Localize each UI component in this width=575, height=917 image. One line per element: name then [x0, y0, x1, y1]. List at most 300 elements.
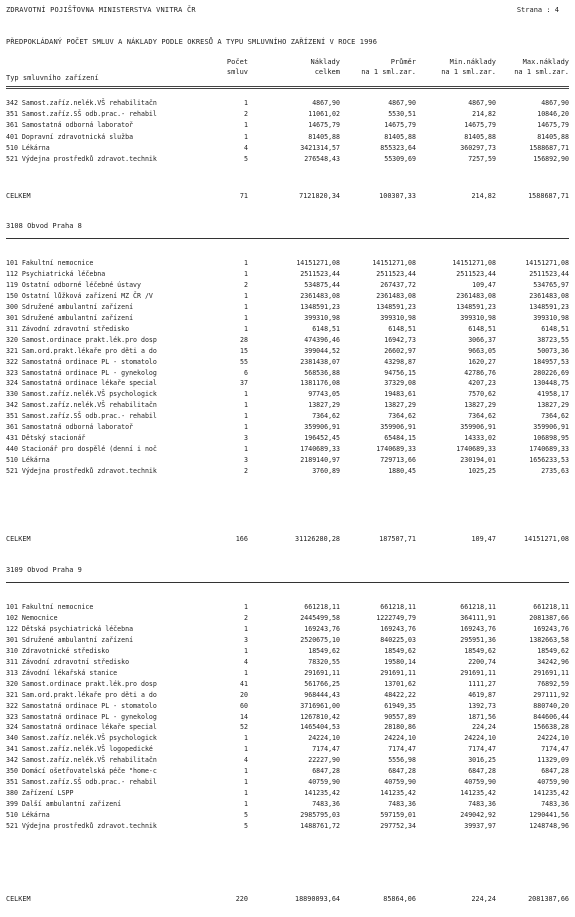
avg-cell: 14151271,08	[372, 259, 416, 267]
avg-cell: 18549,62	[384, 646, 416, 655]
avg-cell: 840225,03	[380, 635, 416, 644]
max-cell: 13827,29	[537, 401, 569, 410]
min-cell: 13827,29	[464, 401, 496, 410]
table-row	[6, 422, 569, 433]
cost-cell: 3421314,57	[300, 143, 340, 152]
table-row	[6, 679, 569, 690]
max-cell: 38723,55	[537, 335, 569, 344]
max-cell: 280226,69	[533, 368, 569, 377]
avg-cell: 5530,51	[388, 110, 416, 119]
min-cell: 4867,90	[468, 99, 496, 107]
max-cell: 184957,53	[533, 357, 569, 366]
table-row	[6, 455, 569, 466]
type-cell: 310 Zdravotnické středisko	[6, 646, 110, 655]
count-cell: 2	[244, 613, 248, 622]
max-cell: 34242,96	[537, 657, 569, 666]
type-cell: 440 Stacionář pro dospělé (denní i noč	[6, 445, 157, 454]
type-cell: 323 Samostatná ordinace PL - gynekolog	[6, 712, 157, 721]
type-cell: 342 Samost.zaříz.nelék.VŠ rehabilitačn	[6, 401, 157, 410]
district-title: 3109 Obvod Praha 9	[6, 566, 82, 574]
count-cell: 2	[244, 280, 248, 289]
type-cell: 401 Dopravní zdravotnická služba	[6, 132, 134, 141]
max-cell: 41958,17	[537, 390, 569, 399]
avg-cell: 65484,15	[384, 434, 416, 443]
max-cell: 4867,90	[541, 99, 569, 107]
insurer-title: ZDRAVOTNÍ POJIŠŤOVNA MINISTERSTVA VNITRA ČR	[6, 6, 196, 14]
cost-cell: 1740689,33	[300, 445, 340, 454]
count-cell: 1	[244, 291, 248, 300]
table-row	[6, 755, 569, 766]
table-row	[6, 258, 569, 269]
min-cell: 295951,36	[460, 635, 496, 644]
table-row	[6, 733, 569, 744]
type-cell: 324 Samostatná ordinace lékaře special	[6, 379, 157, 388]
min-cell: 224,24	[471, 895, 496, 903]
cost-cell: 6148,51	[312, 324, 340, 333]
count-cell: 1	[244, 390, 248, 399]
max-cell: 1382663,58	[529, 635, 569, 644]
table-row	[6, 389, 569, 400]
count-cell: 1	[244, 423, 248, 432]
max-cell: 7483,36	[541, 800, 569, 809]
count-cell: 4	[244, 657, 248, 666]
count-cell: 4	[244, 143, 248, 152]
cost-cell: 568536,88	[304, 368, 340, 377]
table-row	[6, 668, 569, 679]
cost-cell: 661218,11	[304, 603, 340, 611]
min-cell: 230194,01	[460, 456, 496, 465]
type-cell: 102 Nemocnice	[6, 613, 58, 622]
min-cell: 1620,27	[468, 357, 496, 366]
table-row	[6, 624, 569, 635]
avg-cell: 855323,64	[380, 143, 416, 152]
type-cell: 342 Samost.zaříz.nelék.VŠ rehabilitačn	[6, 99, 157, 107]
min-cell: 1740689,33	[456, 445, 496, 454]
min-cell: 109,47	[472, 280, 496, 289]
min-cell: 7364,62	[468, 412, 496, 421]
type-cell: 431 Dětský stacionář	[6, 434, 86, 443]
cost-cell: 169243,76	[304, 624, 340, 633]
cost-cell: 7174,47	[312, 745, 340, 754]
count-cell: 1	[244, 324, 248, 333]
table-row	[6, 411, 569, 422]
table-row	[6, 635, 569, 646]
table-row	[6, 810, 569, 821]
count-cell: 1	[244, 269, 248, 278]
cost-cell: 2189140,97	[300, 456, 340, 465]
max-cell: 2361483,08	[529, 291, 569, 300]
avg-cell: 24224,10	[384, 734, 416, 743]
max-cell: 7174,47	[541, 745, 569, 754]
cost-cell: 97743,05	[308, 390, 340, 399]
avg-cell: 169243,76	[380, 624, 416, 633]
count-cell: 1	[244, 668, 248, 677]
cost-cell: 18549,62	[308, 646, 340, 655]
table-row	[6, 120, 569, 131]
type-cell: 341 Samost.zaříz.nelék.VŠ logopedické	[6, 745, 153, 754]
type-cell: 322 Samostatná ordinace PL - stomatolo	[6, 701, 157, 710]
type-cell: 300 Sdružené ambulantní zařízení	[6, 302, 134, 311]
min-cell: 399310,98	[460, 313, 496, 322]
avg-cell: 26602,97	[384, 346, 416, 355]
max-cell: 6148,51	[541, 324, 569, 333]
min-cell: 359906,91	[460, 423, 496, 432]
min-cell: 1025,25	[468, 467, 496, 476]
cost-cell: 7483,36	[312, 800, 340, 809]
cost-cell: 1488761,72	[300, 822, 340, 830]
table-row	[6, 378, 569, 389]
cost-cell: 399044,52	[304, 346, 340, 355]
count-cell: 52	[240, 723, 248, 732]
table-row	[6, 132, 569, 143]
count-cell: 1	[244, 789, 248, 798]
table-row	[6, 346, 569, 357]
avg-cell: 1740689,33	[376, 445, 416, 454]
min-cell: 249042,92	[460, 811, 496, 820]
min-cell: 364111,91	[460, 613, 496, 622]
table-row	[6, 324, 569, 335]
cost-cell: 1381176,08	[300, 379, 340, 388]
type-cell: 322 Samostatná ordinace PL - stomatolo	[6, 357, 157, 366]
max-cell: 359906,91	[533, 423, 569, 432]
table-row	[6, 602, 569, 613]
avg-cell: 13827,29	[384, 401, 416, 410]
avg-cell: 4867,90	[388, 99, 416, 107]
avg-cell: 291691,11	[380, 668, 416, 677]
max-cell: 106898,95	[533, 434, 569, 443]
cost-cell: 6847,28	[312, 767, 340, 776]
table-row	[6, 701, 569, 712]
count-cell: 1	[244, 745, 248, 754]
type-cell: 399 Další ambulantní zařízení	[6, 800, 122, 809]
cost-cell: 11061,02	[308, 110, 340, 119]
table-row	[6, 154, 569, 165]
count-cell: 1	[244, 121, 248, 130]
table-row	[6, 799, 569, 810]
avg-cell: 399310,98	[380, 313, 416, 322]
avg-cell: 6847,28	[388, 767, 416, 776]
table-row	[6, 657, 569, 668]
header-rule	[6, 86, 569, 89]
min-cell: 24224,10	[464, 734, 496, 743]
avg-cell: 1222749,79	[376, 613, 416, 622]
total-row	[6, 191, 569, 202]
count-cell: 1	[244, 313, 248, 322]
min-cell: 7174,47	[468, 745, 496, 754]
count-cell: 1	[244, 259, 248, 267]
max-cell: 1248748,96	[529, 822, 569, 830]
min-cell: 169243,76	[460, 624, 496, 633]
max-cell: 156638,28	[533, 723, 569, 732]
cost-cell: 2361483,08	[300, 291, 340, 300]
avg-cell: 100307,33	[379, 192, 416, 200]
max-cell: 1656233,53	[529, 456, 569, 465]
total-row	[6, 894, 569, 905]
avg-cell: 7483,36	[388, 800, 416, 809]
cost-cell: 18890093,64	[294, 895, 340, 903]
min-cell: 7257,59	[468, 155, 496, 163]
table-row	[6, 722, 569, 733]
count-cell: 1	[244, 734, 248, 743]
avg-cell: 61949,35	[384, 701, 416, 710]
cost-cell: 7364,62	[312, 412, 340, 421]
cost-cell: 40759,90	[308, 778, 340, 787]
type-cell: 351 Samost.zaříz.SŠ odb.prac.- rehabil	[6, 412, 157, 421]
table-row	[6, 821, 569, 832]
table-row	[6, 613, 569, 624]
avg-cell: 359906,91	[380, 423, 416, 432]
avg-cell: 597159,01	[380, 811, 416, 820]
count-cell: 41	[240, 679, 248, 688]
type-cell: 101 Fakultní nemocnice	[6, 603, 94, 611]
avg-cell: 37329,08	[384, 379, 416, 388]
type-cell: 361 Samostatná odborná laboratoř	[6, 423, 134, 432]
max-cell: 2081387,66	[529, 613, 569, 622]
table-row	[6, 280, 569, 291]
max-cell: 6847,28	[541, 767, 569, 776]
table-row	[6, 466, 569, 477]
count-cell: 1	[244, 99, 248, 107]
avg-cell: 81405,88	[384, 132, 416, 141]
max-cell: 297111,92	[533, 690, 569, 699]
count-cell: 60	[240, 701, 248, 710]
avg-cell: 85864,06	[383, 895, 416, 903]
max-cell: 1588687,71	[529, 143, 569, 152]
avg-cell: 94756,15	[384, 368, 416, 377]
table-row	[6, 744, 569, 755]
cost-cell: 78320,55	[308, 657, 340, 666]
max-cell: 1588687,71	[528, 192, 569, 200]
cost-cell: 13827,29	[308, 401, 340, 410]
max-cell: 661218,11	[533, 603, 569, 611]
avg-cell: 7364,62	[388, 412, 416, 421]
cost-cell: 2985795,03	[300, 811, 340, 820]
min-cell: 42786,76	[464, 368, 496, 377]
max-cell: 130448,75	[533, 379, 569, 388]
avg-cell: 55309,69	[384, 155, 416, 163]
avg-cell: 90557,89	[384, 712, 416, 721]
cost-cell: 399310,98	[304, 313, 340, 322]
avg-cell: 267437,72	[380, 280, 416, 289]
type-cell: 510 Lékárna	[6, 143, 50, 152]
min-cell: 14333,02	[464, 434, 496, 443]
min-cell: 40759,90	[464, 778, 496, 787]
table-row	[6, 302, 569, 313]
table-row	[6, 98, 569, 109]
type-cell: 320 Samost.ordinace prakt.lék.pro dosp	[6, 335, 157, 344]
table-row	[6, 335, 569, 346]
cost-cell: 22227,90	[308, 756, 340, 765]
cost-cell: 474396,46	[304, 335, 340, 344]
min-cell: 224,24	[472, 723, 496, 732]
max-cell: 11329,09	[537, 756, 569, 765]
table-row	[6, 400, 569, 411]
min-cell: 1111,27	[468, 679, 496, 688]
col-avg-label: Průměr na 1 sml.zar.	[361, 58, 416, 76]
cost-cell: 2511523,44	[300, 269, 340, 278]
table-row	[6, 777, 569, 788]
type-cell: 320 Samost.ordinace prakt.lék.pro dosp	[6, 679, 157, 688]
min-cell: 9663,05	[468, 346, 496, 355]
max-cell: 1348591,23	[529, 302, 569, 311]
cost-cell: 14151271,08	[296, 259, 340, 267]
type-cell: 350 Domácí ošetřovatelská péče "home-c	[6, 767, 157, 776]
min-cell: 3016,25	[468, 756, 496, 765]
count-cell: 3	[244, 456, 248, 465]
type-cell: 301 Sdružené ambulantní zařízení	[6, 635, 134, 644]
col-min-label: Min.náklady na 1 sml.zar.	[441, 58, 496, 76]
table-row	[6, 357, 569, 368]
cost-cell: 31126280,28	[294, 535, 340, 543]
type-cell: 521 Výdejna prostředků zdravot.technik	[6, 155, 157, 163]
max-cell: 18549,62	[537, 646, 569, 655]
count-cell: 71	[239, 192, 248, 200]
table-row	[6, 444, 569, 455]
cost-cell: 2520675,10	[300, 635, 340, 644]
count-cell: 4	[244, 756, 248, 765]
type-cell: 510 Lékárna	[6, 811, 50, 820]
count-cell: 6	[244, 368, 248, 377]
count-cell: 37	[240, 379, 248, 388]
type-cell: CELKEM	[6, 895, 31, 903]
avg-cell: 5556,98	[388, 756, 416, 765]
max-cell: 14675,79	[537, 121, 569, 130]
max-cell: 24224,10	[537, 734, 569, 743]
cost-cell: 3716961,00	[300, 701, 340, 710]
count-cell: 1	[244, 445, 248, 454]
max-cell: 81405,88	[537, 132, 569, 141]
min-cell: 39937,97	[464, 822, 496, 830]
type-cell: 324 Samostatná ordinace lékaře special	[6, 723, 157, 732]
count-cell: 2	[244, 110, 248, 119]
avg-cell: 7174,47	[388, 745, 416, 754]
avg-cell: 6148,51	[388, 324, 416, 333]
avg-cell: 661218,11	[380, 603, 416, 611]
col-count-label: Počet smluv	[226, 58, 248, 76]
type-cell: 361 Samostatná odborná laboratoř	[6, 121, 134, 130]
max-cell: 2511523,44	[529, 269, 569, 278]
cost-cell: 1267810,42	[300, 712, 340, 721]
cost-cell: 196452,45	[304, 434, 340, 443]
avg-cell: 729713,66	[380, 456, 416, 465]
type-cell: 119 Ostatní odborné léčebné ústavy	[6, 280, 141, 289]
avg-cell: 297752,34	[380, 822, 416, 830]
max-cell: 291691,11	[533, 668, 569, 677]
cost-cell: 4867,90	[312, 99, 340, 107]
max-cell: 10846,20	[537, 110, 569, 119]
max-cell: 399310,98	[533, 313, 569, 322]
type-cell: 351 Samost.zaříz.SŠ odb.prac.- rehabil	[6, 778, 157, 787]
total-row	[6, 534, 569, 545]
cost-cell: 14675,79	[308, 121, 340, 130]
min-cell: 7570,62	[468, 390, 496, 399]
type-cell: 340 Samost.zaříz.nelék.VŠ psychologick	[6, 734, 157, 743]
type-cell: 510 Lékárna	[6, 456, 50, 465]
type-cell: 521 Výdejna prostředků zdravot.technik	[6, 467, 157, 476]
min-cell: 2511523,44	[456, 269, 496, 278]
min-cell: 1348591,23	[456, 302, 496, 311]
table-row	[6, 788, 569, 799]
count-cell: 166	[235, 535, 248, 543]
table-row	[6, 143, 569, 154]
table-row	[6, 313, 569, 324]
max-cell: 1740689,33	[529, 445, 569, 454]
type-cell: CELKEM	[6, 192, 31, 200]
max-cell: 50073,36	[537, 346, 569, 355]
max-cell: 40759,90	[537, 778, 569, 787]
table-row	[6, 433, 569, 444]
avg-cell: 43298,87	[384, 357, 416, 366]
type-cell: 521 Výdejna prostředků zdravot.technik	[6, 822, 157, 830]
count-cell: 1	[244, 132, 248, 141]
min-cell: 141235,42	[460, 789, 496, 798]
avg-cell: 40759,90	[384, 778, 416, 787]
avg-cell: 1880,45	[388, 467, 416, 476]
col-type-label: Typ smluvního zařízení	[6, 74, 99, 82]
cost-cell: 7121820,34	[299, 192, 340, 200]
cost-cell: 141235,42	[304, 789, 340, 798]
count-cell: 3	[244, 635, 248, 644]
max-cell: 14151271,08	[525, 259, 569, 267]
count-cell: 20	[240, 690, 248, 699]
max-cell: 534765,97	[533, 280, 569, 289]
avg-cell: 14675,79	[384, 121, 416, 130]
min-cell: 661218,11	[460, 603, 496, 611]
section-rule	[6, 238, 569, 239]
count-cell: 1	[244, 302, 248, 311]
min-cell: 4619,87	[468, 690, 496, 699]
max-cell: 76892,59	[537, 679, 569, 688]
avg-cell: 19483,61	[384, 390, 416, 399]
type-cell: 122 Dětská psychiatrická léčebna	[6, 624, 134, 633]
min-cell: 81405,88	[464, 132, 496, 141]
min-cell: 6847,28	[468, 767, 496, 776]
cost-cell: 2445499,58	[300, 613, 340, 622]
max-cell: 169243,76	[533, 624, 569, 633]
table-row	[6, 712, 569, 723]
max-cell: 2735,63	[541, 467, 569, 476]
max-cell: 1290441,56	[529, 811, 569, 820]
type-cell: CELKEM	[6, 535, 31, 543]
type-cell: 112 Psychiatrická léčebna	[6, 269, 106, 278]
type-cell: 311 Závodní zdravotní středisko	[6, 657, 130, 666]
count-cell: 1	[244, 778, 248, 787]
max-cell: 2081387,66	[528, 895, 569, 903]
count-cell: 14	[240, 712, 248, 721]
cost-cell: 276548,43	[304, 155, 340, 163]
min-cell: 109,47	[471, 535, 496, 543]
max-cell: 14151271,08	[523, 535, 569, 543]
avg-cell: 1348591,23	[376, 302, 416, 311]
max-cell: 880740,20	[533, 701, 569, 710]
min-cell: 6148,51	[468, 324, 496, 333]
min-cell: 360297,73	[460, 143, 496, 152]
count-cell: 2	[244, 467, 248, 476]
table-row	[6, 766, 569, 777]
type-cell: 311 Závodní zdravotní středisko	[6, 324, 130, 333]
min-cell: 214,82	[472, 110, 496, 119]
cost-cell: 291691,11	[304, 668, 340, 677]
count-cell: 1	[244, 646, 248, 655]
count-cell: 5	[244, 822, 248, 830]
avg-cell: 19580,14	[384, 657, 416, 666]
page-number: Strana : 4	[516, 6, 559, 14]
count-cell: 1	[244, 767, 248, 776]
count-cell: 15	[240, 346, 248, 355]
avg-cell: 28180,86	[384, 723, 416, 732]
avg-cell: 48422,22	[384, 690, 416, 699]
cost-cell: 968444,43	[304, 690, 340, 699]
